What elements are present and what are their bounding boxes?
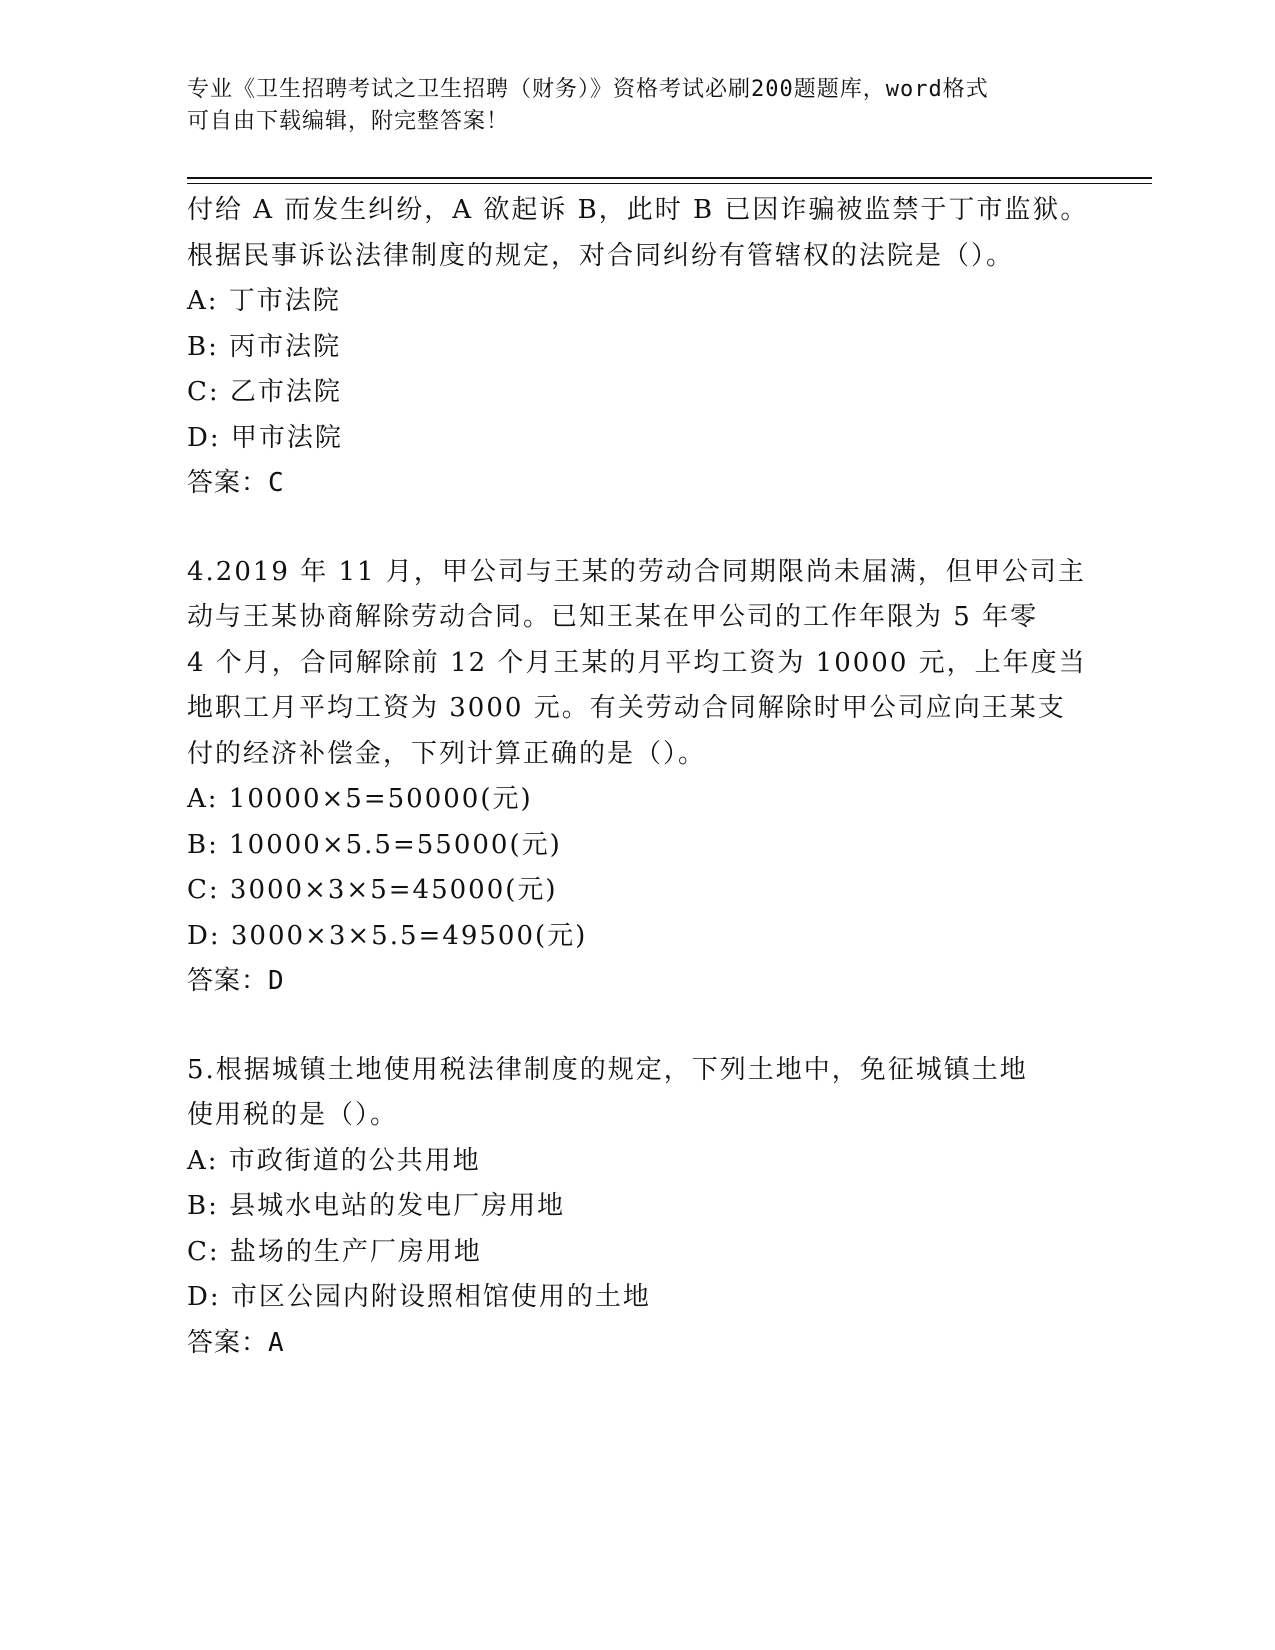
option-d: D: 3000×3×5.5=49500(元)	[187, 920, 588, 951]
question-text-line: 付给 A 而发生纠纷，A 欲起诉 B，此时 B 已因诈骗被监禁于丁市监狱。	[187, 195, 1089, 225]
question-text-line: 4.2019 年 11 月，甲公司与王某的劳动合同期限尚未届满，但甲公司主	[187, 556, 1086, 587]
question-text-line: 5.根据城镇土地使用税法律制度的规定，下列土地中，免征城镇土地	[187, 1054, 1028, 1085]
answer-label: 答案：D	[187, 966, 285, 996]
header-divider-thick	[187, 177, 1152, 179]
question-4	[187, 550, 1087, 1005]
option-b: B: 县城水电站的发电厂房用地	[187, 1191, 566, 1221]
option-a: A: 10000×5=50000(元)	[187, 784, 533, 814]
question-text-line: 根据民事诉讼法律制度的规定，对合同纠纷有管辖权的法院是（）。	[187, 240, 1015, 271]
answer-label: 答案：A	[187, 1327, 285, 1358]
option-b: B: 10000×5.5=55000(元)	[187, 829, 562, 860]
spacer	[187, 507, 1087, 550]
option-c: C: 3000×3×5=45000(元)	[187, 875, 558, 905]
header-divider-thin	[187, 183, 1152, 184]
header-line-1: 专业《卫生招聘考试之卫生招聘（财务）》资格考试必刷200题题库，word格式	[187, 77, 989, 102]
option-b: B: 丙市法院	[187, 331, 342, 362]
question-text-line: 使用税的是（）。	[187, 1100, 399, 1130]
question-text-line: 4 个月，合同解除前 12 个月王某的月平均工资为 10000 元，上年度当	[187, 647, 1087, 678]
question-text-line: 动与王某协商解除劳动合同。已知王某在甲公司的工作年限为 5 年零	[187, 602, 1039, 632]
page-header	[187, 74, 1067, 138]
option-a: A: 丁市法院	[187, 286, 341, 316]
question-3	[187, 188, 1087, 507]
option-c: C: 乙市法院	[187, 377, 342, 407]
option-d: D: 甲市法院	[187, 422, 343, 453]
question-5	[187, 1048, 1087, 1367]
option-c: C: 盐场的生产厂房用地	[187, 1236, 482, 1267]
question-text-line: 付的经济补偿金，下列计算正确的是（）。	[187, 738, 707, 769]
option-d: D: 市区公园内附设照相馆使用的土地	[187, 1282, 651, 1312]
question-text-line: 地职工月平均工资为 3000 元。有关劳动合同解除时甲公司应向王某支	[187, 693, 1066, 723]
answer-label: 答案：C	[187, 468, 285, 498]
spacer	[187, 1005, 1087, 1048]
option-a: A: 市政街道的公共用地	[187, 1145, 481, 1176]
document-body	[187, 188, 1087, 1366]
header-line-2: 可自由下载编辑，附完整答案！	[187, 109, 510, 134]
